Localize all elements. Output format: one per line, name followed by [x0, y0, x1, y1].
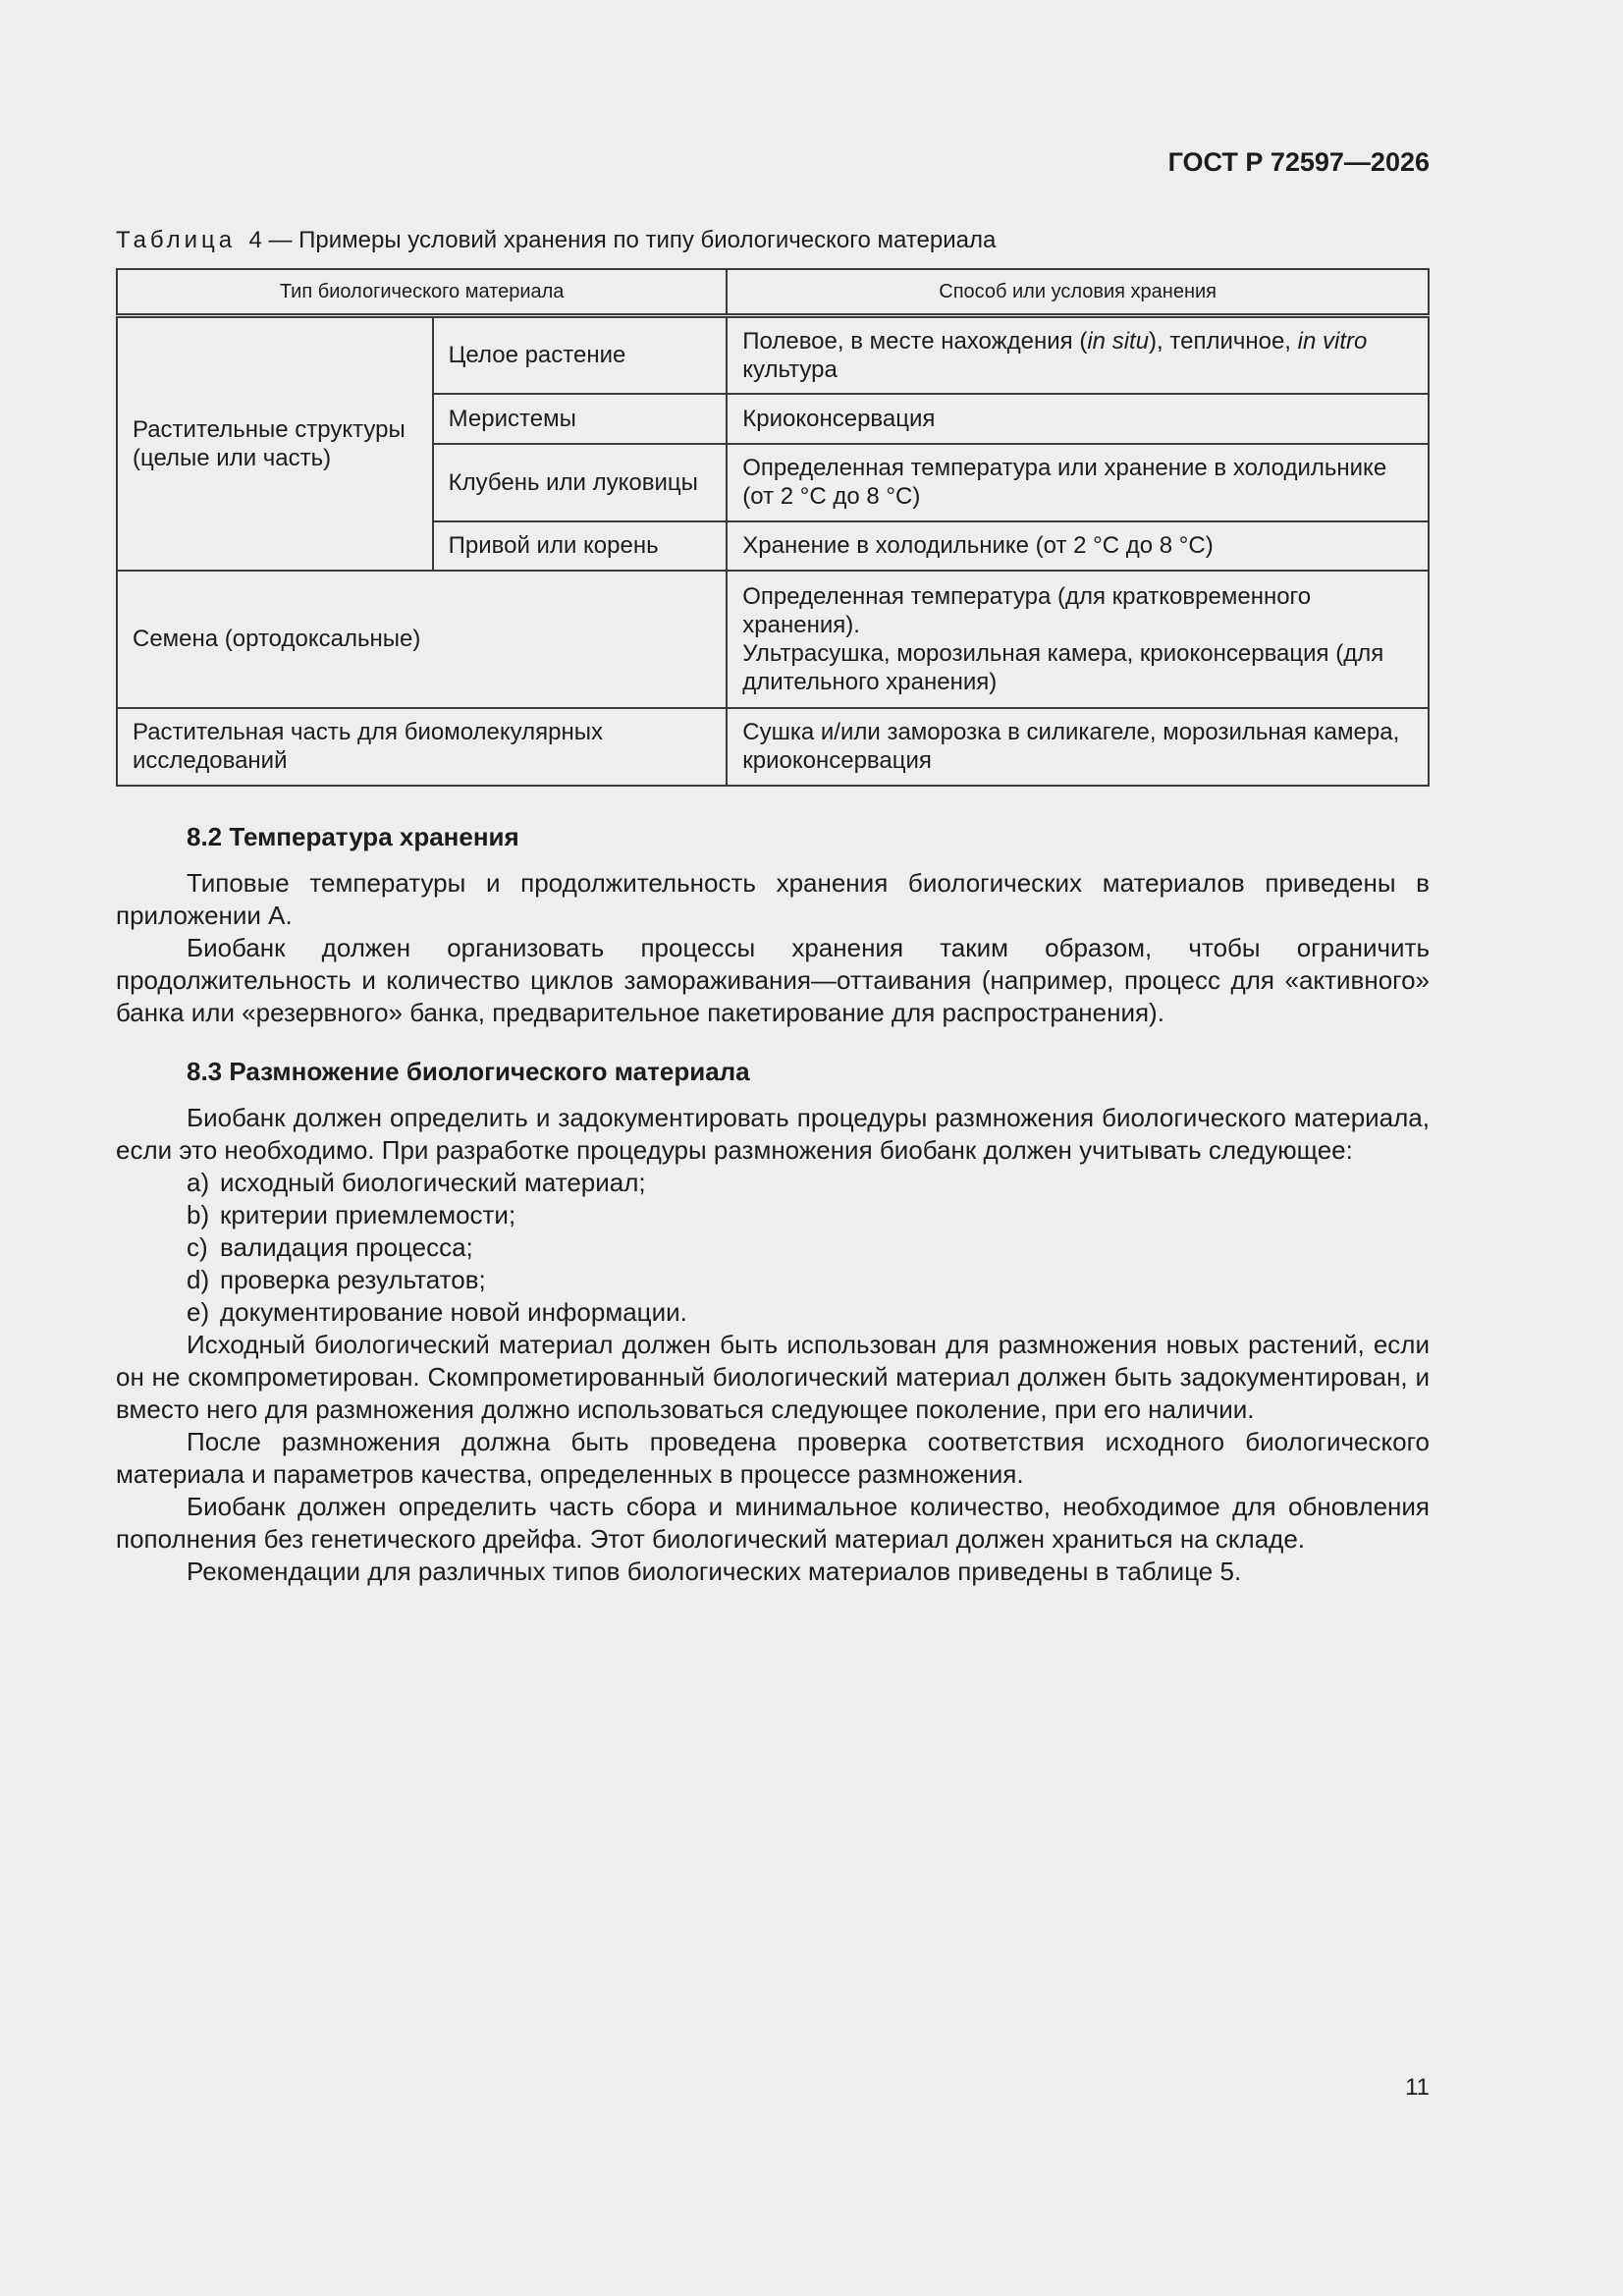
subtype-cell: Целое растение [433, 316, 728, 394]
list-item-text: валидация процесса; [220, 1232, 473, 1262]
condition-text: Полевое, в месте нахождения ( [742, 327, 1088, 355]
section-8-2 [116, 821, 1430, 1029]
paragraph: Типовые температуры и продолжительность хранения биологических материалов приведены в приложении А. [116, 868, 1430, 930]
list-item-text: критерии приемлемости; [220, 1200, 516, 1230]
section-heading: 8.3 Размножение биологического материала [187, 1057, 750, 1086]
list-item [116, 1199, 1430, 1231]
subtype-cell: Привой или корень [433, 521, 728, 571]
list-item [116, 1167, 1430, 1199]
subtype-cell: Меристемы [433, 394, 728, 444]
condition-text: ), тепличное, [1149, 327, 1298, 355]
group-cell-plant-structures: Растительные структуры (целые или часть) [117, 316, 433, 571]
type-cell-biomolecular: Растительная часть для биомолекулярных исследований [117, 708, 727, 786]
section-8-3 [116, 1056, 1430, 1588]
section-heading: 8.2 Температура хранения [187, 822, 519, 851]
condition-cell: Определенная температура или хранение в холодильнике (от 2 °С до 8 °С) [727, 444, 1429, 521]
column-header-type: Тип биологического материала [117, 269, 727, 316]
paragraph: Рекомендации для различных типов биологических материалов приведены в таблице 5. [187, 1557, 1242, 1586]
table-row [117, 571, 1429, 708]
paragraph: Исходный биологический материал должен быть использован для размножения новых растений, если он не скомпрометирован. Скомпрометированный биологический материал должен быть задокументирован, и вместо него для размножения должно использоваться следующее поколение, при его наличии. [116, 1330, 1430, 1424]
condition-line: Определенная температура (для кратковременного хранения). [742, 582, 1312, 638]
table-caption-label: Таблица [116, 227, 237, 253]
list-marker: b) [187, 1200, 210, 1230]
document-id: ГОСТ Р 72597—2026 [1167, 147, 1430, 177]
paragraph: Биобанк должен организовать процессы хранения таким образом, чтобы ограничить продолжительность и количество циклов замораживания—оттаивания (например, процесс для «активного» банка или «резервного» банка, предварительное пакетирование для распространения). [116, 933, 1430, 1027]
list-item [116, 1296, 1430, 1329]
list-marker: e) [187, 1297, 210, 1327]
condition-text: культура [742, 355, 838, 383]
type-cell-seeds: Семена (ортодоксальные) [117, 571, 727, 708]
list-marker: a) [187, 1168, 210, 1197]
condition-cell: Хранение в холодильнике (от 2 °С до 8 °С) [727, 521, 1429, 571]
list-item [116, 1231, 1430, 1264]
table-caption [116, 227, 1430, 254]
paragraph: После размножения должна быть проведена проверка соответствия исходного биологического материала и параметров качества, определенных в процессе размножения. [116, 1427, 1430, 1489]
condition-cell: Криоконсервация [727, 394, 1429, 444]
page-number: 11 [1405, 2074, 1430, 2101]
paragraph: Биобанк должен определить и задокументировать процедуры размножения биологического материала, если это необходимо. При разработке процедуры размножения биобанк должен учитывать следующее: [116, 1103, 1430, 1165]
list-item-text: проверка результатов; [220, 1265, 486, 1294]
storage-conditions-table [116, 268, 1430, 787]
list-item [116, 1264, 1430, 1296]
list-marker: c) [187, 1232, 208, 1262]
condition-italic-in-vitro: in vitro [1297, 327, 1368, 355]
condition-cell [727, 571, 1429, 708]
condition-cell: Сушка и/или заморозка в силикагеле, морозильная камера, криоконсервация [727, 708, 1429, 786]
list-item-text: документирование новой информации. [220, 1297, 687, 1327]
table-row [117, 316, 1429, 394]
condition-cell [727, 316, 1429, 394]
table-header-row [117, 269, 1429, 316]
subtype-cell: Клубень или луковицы [433, 444, 728, 521]
paragraph: Биобанк должен определить часть сбора и минимальное количество, необходимое для обновления пополнения без генетического дрейфа. Этот биологический материал должен храниться на складе. [116, 1492, 1430, 1554]
condition-italic-in-situ: in situ [1087, 327, 1150, 355]
condition-line: Ультрасушка, морозильная камера, криоконсервация (для длительного хранения) [742, 639, 1384, 695]
list-marker: d) [187, 1265, 210, 1294]
table-caption-text: 4 — Примеры условий хранения по типу биологического материала [248, 227, 997, 253]
column-header-condition: Способ или условия хранения [727, 269, 1429, 316]
table-row [117, 708, 1429, 786]
list-item-text: исходный биологический материал; [220, 1168, 646, 1197]
